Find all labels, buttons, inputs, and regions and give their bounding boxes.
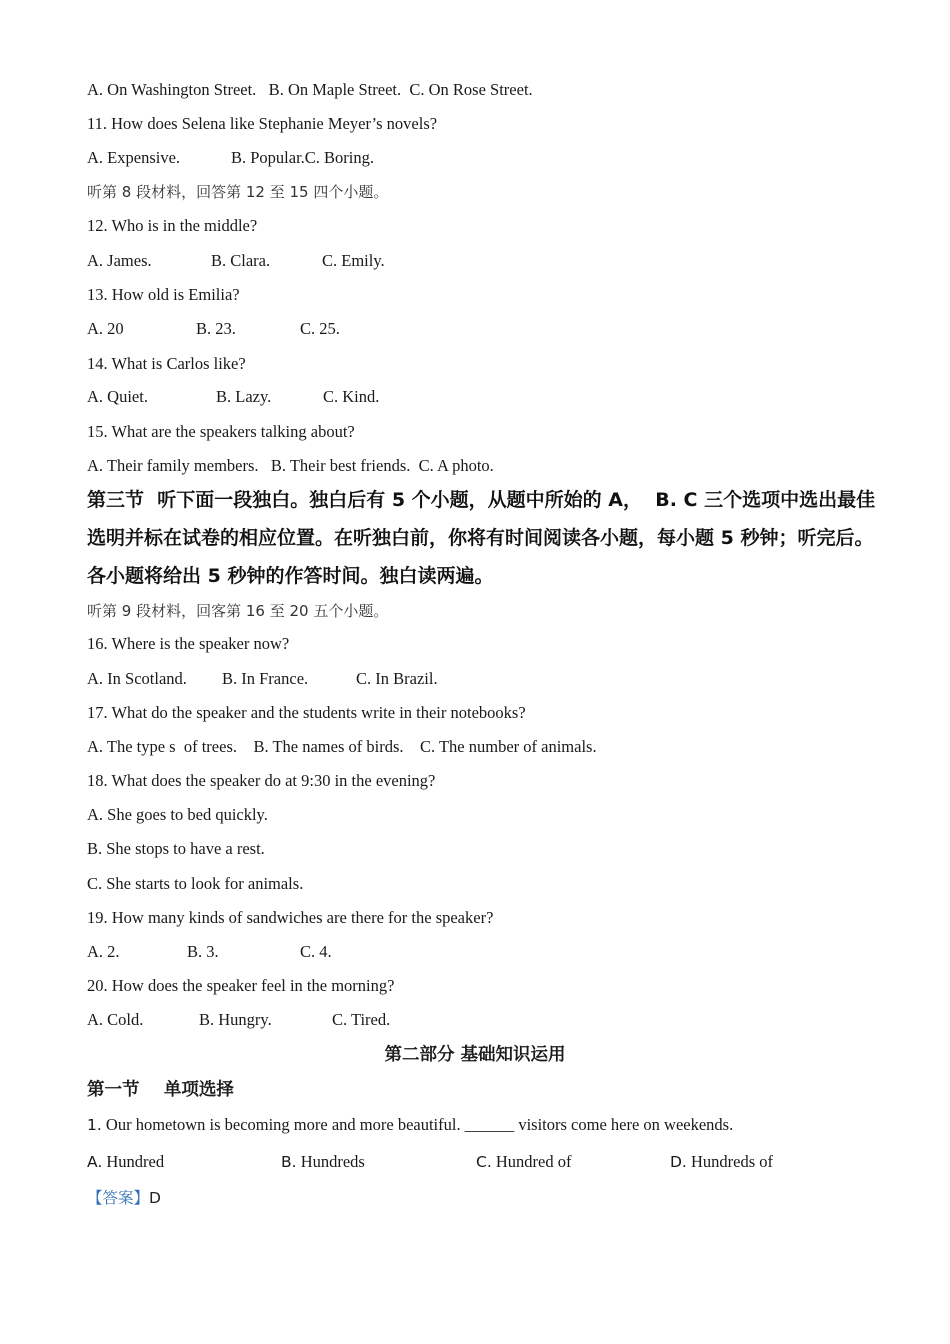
q13-option-c: C. 25. xyxy=(300,319,340,338)
q18-option-a: A. She goes to bed quickly. xyxy=(87,805,268,824)
q20-question: 20. How does the speaker feel in the morning? xyxy=(87,976,395,995)
mc1-question: Our hometown is becoming more and more beautiful. ______ visitors come here on weekends. xyxy=(101,1115,734,1134)
q18-question: 18. What does the speaker do at 9:30 in the evening? xyxy=(87,771,436,790)
q14-option-a: A. Quiet. xyxy=(87,387,148,406)
part2-title: 第二部分 基础知识运用 xyxy=(384,1045,566,1065)
q11-option-bc: B. Popular.C. Boring. xyxy=(231,148,375,167)
q11-question: 11. How does Selena like Stephanie Meyer’s novels? xyxy=(87,114,438,133)
q11-option-a: A. Expensive. xyxy=(87,148,181,167)
q20-option-c: C. Tired. xyxy=(332,1010,391,1029)
q19-option-c: C. 4. xyxy=(300,942,332,961)
mc1-option-b-text: Hundreds xyxy=(296,1152,365,1171)
q18-option-b: B. She stops to have a rest. xyxy=(87,839,265,858)
q15-question: 15. What are the speakers talking about? xyxy=(87,422,355,441)
q13-question: 13. How old is Emilia? xyxy=(87,285,240,304)
mc1-option-c xyxy=(476,1152,571,1172)
mc1-answer xyxy=(87,1188,161,1208)
q17-options: A. The type s of trees. B. The names of birds. C. The number of animals. xyxy=(87,737,597,756)
part8-instruction: 听第 8 段材料，回答第 12 至 15 四个小题。 xyxy=(87,183,389,201)
q16-option-b: B. In France. xyxy=(222,669,309,688)
q14-option-b: B. Lazy. xyxy=(216,387,272,406)
mc1-option-a xyxy=(87,1152,164,1172)
q20-option-a: A. Cold. xyxy=(87,1010,144,1029)
q12-option-b: B. Clara. xyxy=(211,251,271,270)
q15-options: A. Their family members. B. Their best friends. C. A photo. xyxy=(87,456,494,475)
q19-option-a: A. 2. xyxy=(87,942,120,961)
mc1-option-d xyxy=(670,1152,773,1172)
answer-value: D xyxy=(149,1189,161,1207)
answer-label: 【答案】 xyxy=(87,1189,150,1207)
q19-option-b: B. 3. xyxy=(187,942,219,961)
q12-question: 12. Who is in the middle? xyxy=(87,216,258,235)
q12-option-c: C. Emily. xyxy=(322,251,385,270)
mc1-option-a-letter: A. xyxy=(87,1153,103,1171)
mc1-question-line xyxy=(87,1115,733,1135)
q14-option-c: C. Kind. xyxy=(323,387,380,406)
q16-option-a: A. In Scotland. xyxy=(87,669,187,688)
mc1-option-c-letter: C. xyxy=(476,1153,492,1171)
part2-section1-title: 第一节 单项选择 xyxy=(87,1080,234,1100)
mc1-option-a-text: Hundred xyxy=(102,1152,165,1171)
q13-option-b: B. 23. xyxy=(196,319,236,338)
mc1-option-c-text: Hundred of xyxy=(491,1152,572,1171)
section3-instruction-line3: 各小题将给出 5 秒钟的作答时间。独白读两遍。 xyxy=(87,565,494,587)
q13-option-a: A. 20 xyxy=(87,319,124,338)
q16-question: 16. Where is the speaker now? xyxy=(87,634,290,653)
q10-options: A. On Washington Street. B. On Maple Street. C. On Rose Street. xyxy=(87,80,533,99)
q16-option-c: C. In Brazil. xyxy=(356,669,438,688)
mc1-option-d-letter: D. xyxy=(670,1153,687,1171)
mc1-option-b xyxy=(281,1152,365,1172)
mc1-option-d-text: Hundreds of xyxy=(686,1152,774,1171)
part9-instruction: 听第 9 段材料，回客第 16 至 20 五个小题。 xyxy=(87,602,389,620)
mc1-number: 1. xyxy=(87,1116,102,1134)
q20-option-b: B. Hungry. xyxy=(199,1010,272,1029)
q17-question: 17. What do the speaker and the students write in their notebooks? xyxy=(87,703,526,722)
q12-option-a: A. James. xyxy=(87,251,152,270)
section3-instruction-line1: 第三节 听下面一段独白。独白后有 5 个小题，从题中所始的 A， B. C 三个选项中选出最佳 xyxy=(87,489,876,511)
q14-question: 14. What is Carlos like? xyxy=(87,354,246,373)
q18-option-c: C. She starts to look for animals. xyxy=(87,874,304,893)
q19-question: 19. How many kinds of sandwiches are there for the speaker? xyxy=(87,908,494,927)
mc1-option-b-letter: B. xyxy=(281,1153,297,1171)
section3-instruction-line2: 选明并标在试卷的相应位置。在听独白前，你将有时间阅读各小题，每小题 5 秒钟；听完后。 xyxy=(87,527,874,549)
